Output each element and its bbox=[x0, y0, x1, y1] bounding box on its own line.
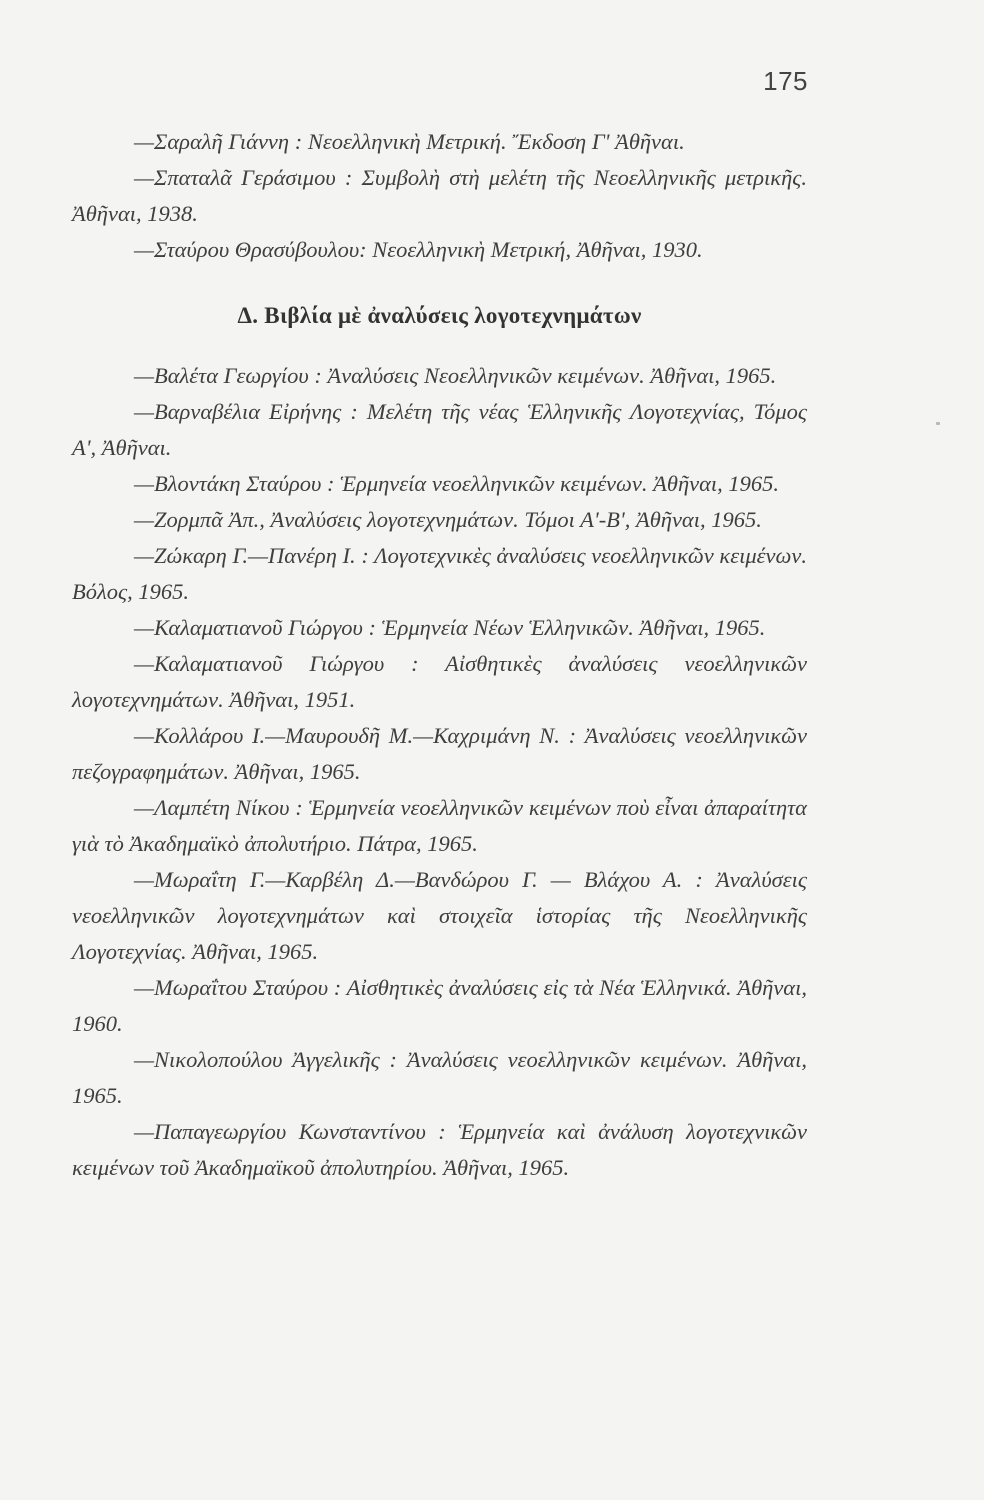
bibliography-entry: —Κολλάρου Ι.—Μαυρουδῆ Μ.—Καχριμάνη Ν. : Ἀναλύσεις νεοελληνικῶν πεζογραφημάτων. Ἀθῆναι, 1965. bbox=[72, 723, 807, 784]
bibliography-entry: —Νικολοπούλου Ἀγγελικῆς : Ἀναλύσεις νεοελληνικῶν κειμένων. Ἀθῆναι, 1965. bbox=[72, 1047, 807, 1108]
page-number: 175 bbox=[763, 66, 808, 96]
bibliography-entry: —Βαλέτα Γεωργίου : Ἀναλύσεις Νεοελληνικῶν κειμένων. Ἀθῆναι, 1965. bbox=[134, 363, 777, 388]
bibliography-list-analyses bbox=[72, 358, 807, 1186]
bibliography-entry: —Καλαματιανοῦ Γιώργου : Αἰσθητικὲς ἀναλύσεις νεοελληνικῶν λογοτεχνημάτων. Ἀθῆναι, 1951. bbox=[72, 651, 807, 712]
page-body bbox=[72, 124, 807, 1186]
bibliography-entry: —Σαραλῆ Γιάννη : Νεοελληνικὴ Μετρική. Ἔκδοση Γ' Ἀθῆναι. bbox=[134, 129, 685, 154]
bibliography-entry: —Ζορμπᾶ Ἀπ., Ἀναλύσεις λογοτεχνημάτων. Τόμοι Α'-Β', Ἀθῆναι, 1965. bbox=[134, 507, 762, 532]
bibliography-entry: —Παπαγεωργίου Κωνσταντίνου : Ἑρμηνεία καὶ ἀνάλυση λογοτεχνικῶν κειμένων τοῦ Ἀκαδημαϊκοῦ ἀπολυτηρίου. Ἀθῆναι, 1965. bbox=[72, 1119, 807, 1180]
bibliography-entry: —Μωραΐτου Σταύρου : Αἰσθητικὲς ἀναλύσεις εἰς τὰ Νέα Ἑλληνικά. Ἀθῆναι, 1960. bbox=[72, 975, 807, 1036]
bibliography-entry: —Μωραΐτη Γ.—Καρβέλη Δ.—Βανδώρου Γ. — Βλάχου Α. : Ἀναλύσεις νεοελληνικῶν λογοτεχνημάτων καὶ στοιχεῖα ἱστορίας τῆς Νεοελληνικῆς Λογοτεχνίας. Ἀθῆναι, 1965. bbox=[72, 867, 807, 964]
bibliography-entry: —Σπαταλᾶ Γεράσιμου : Συμβολὴ στὴ μελέτη τῆς Νεοελληνικῆς μετρικῆς. Ἀθῆναι, 1938. bbox=[72, 165, 807, 226]
bibliography-list-metrics bbox=[72, 124, 807, 268]
bibliography-entry: —Ζώκαρη Γ.—Πανέρη Ι. : Λογοτεχνικὲς ἀναλύσεις νεοελληνικῶν κειμένων. Βόλος, 1965. bbox=[72, 543, 807, 604]
bibliography-entry: —Βαρναβέλια Εἰρήνης : Μελέτη τῆς νέας Ἑλληνικῆς Λογοτεχνίας, Τόμος Α', Ἀθῆναι. bbox=[72, 399, 807, 460]
bibliography-entry: —Καλαματιανοῦ Γιώργου : Ἑρμηνεία Νέων Ἑλληνικῶν. Ἀθῆναι, 1965. bbox=[134, 615, 766, 640]
section-heading: Δ. Βιβλία μὲ ἀναλύσεις λογοτεχνημάτων bbox=[237, 303, 642, 328]
paper-speck bbox=[936, 422, 940, 425]
bibliography-entry: —Σταύρου Θρασύβουλου: Νεοελληνικὴ Μετρική, Ἀθῆναι, 1930. bbox=[134, 237, 703, 262]
bibliography-entry: —Βλοντάκη Σταύρου : Ἑρμηνεία νεοελληνικῶν κειμένων. Ἀθῆναι, 1965. bbox=[134, 471, 780, 496]
bibliography-entry: —Λαμπέτη Νίκου : Ἑρμηνεία νεοελληνικῶν κειμένων ποὺ εἶναι ἀπαραίτητα γιὰ τὸ Ἀκαδημαϊκὸ ἀπολυτήριο. Πάτρα, 1965. bbox=[72, 795, 807, 856]
